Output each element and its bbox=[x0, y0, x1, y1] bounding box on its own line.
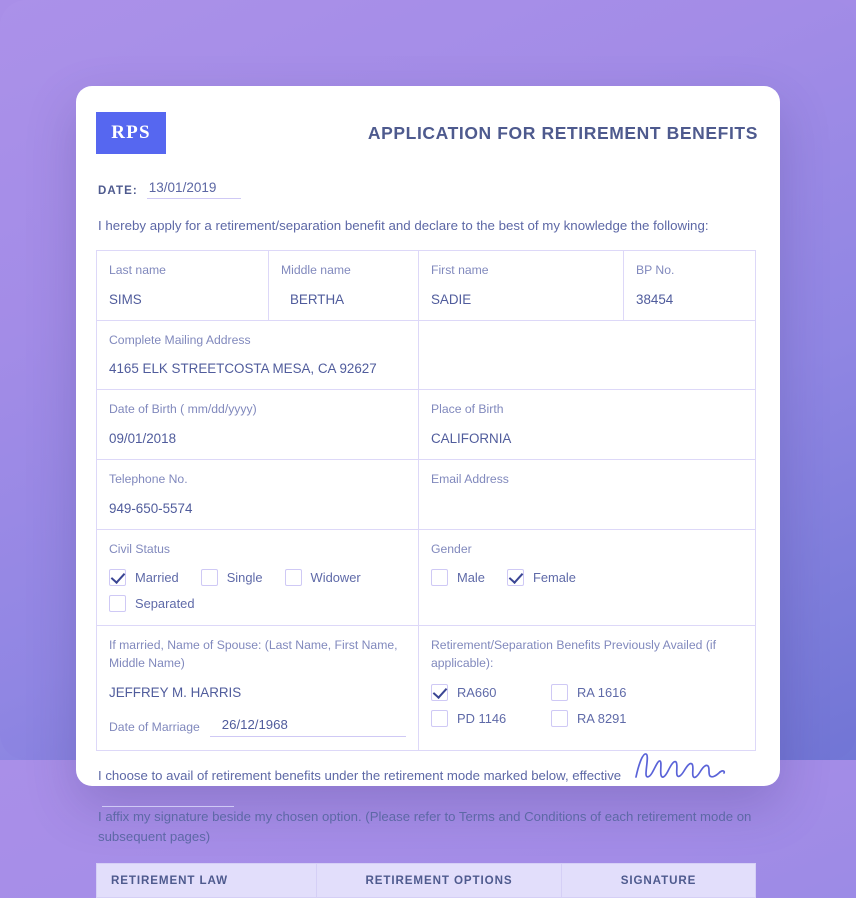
checkbox-label: RA 8291 bbox=[577, 710, 627, 726]
column-retirement-options: RETIREMENT OPTIONS bbox=[317, 863, 562, 897]
checkbox-icon[interactable] bbox=[109, 569, 126, 586]
spouse-value: JEFFREY M. HARRIS bbox=[109, 684, 242, 700]
page-title: APPLICATION FOR RETIREMENT BENEFITS bbox=[367, 122, 758, 143]
form-header bbox=[96, 86, 760, 154]
cell-bp-no[interactable] bbox=[624, 251, 756, 321]
checkbox-label: Married bbox=[135, 570, 179, 586]
cell-date-of-birth[interactable] bbox=[97, 390, 419, 460]
checkbox-label: RA660 bbox=[457, 684, 497, 700]
civil-status-label: Civil Status bbox=[109, 541, 170, 556]
cell-benefits-availed bbox=[419, 626, 756, 750]
first-name-value: SADIE bbox=[431, 291, 472, 307]
telephone-label: Telephone No. bbox=[109, 472, 188, 487]
place-of-birth-value: CALIFORNIA bbox=[431, 431, 512, 447]
email-label: Email Address bbox=[431, 472, 509, 487]
cell-mailing-address[interactable] bbox=[97, 320, 419, 390]
date-of-birth-value: 09/01/2018 bbox=[109, 431, 177, 447]
checkbox-icon[interactable] bbox=[431, 569, 448, 586]
cell-civil-status bbox=[97, 529, 419, 626]
table-row-address bbox=[97, 320, 756, 390]
first-name-label: First name bbox=[431, 263, 489, 277]
checkbox-ra660[interactable] bbox=[431, 684, 531, 701]
mailing-address-value: 4165 ELK STREETCOSTA MESA, CA 92627 bbox=[109, 361, 377, 377]
spouse-label: If married, Name of Spouse: (Last Name, First Name, Middle Name) bbox=[109, 638, 398, 671]
bp-no-label: BP No. bbox=[636, 263, 675, 277]
date-label: DATE: bbox=[98, 185, 138, 197]
declaration-block bbox=[96, 766, 756, 848]
checkbox-married[interactable] bbox=[109, 569, 179, 586]
checkbox-icon[interactable] bbox=[431, 710, 448, 727]
checkbox-label: RA 1616 bbox=[577, 684, 627, 700]
cell-gender bbox=[419, 529, 756, 626]
checkbox-single[interactable] bbox=[201, 569, 263, 586]
date-of-marriage-label: Date of Marriage bbox=[109, 719, 200, 734]
retirement-mode-table bbox=[96, 863, 756, 898]
checkbox-icon[interactable] bbox=[431, 684, 448, 701]
checkbox-icon[interactable] bbox=[109, 595, 126, 612]
benefits-label: Retirement/Separation Benefits Previously Availed (if applicable): bbox=[431, 638, 716, 671]
civil-status-options-row2 bbox=[109, 595, 406, 612]
intro-text: I hereby apply for a retirement/separation benefit and declare to the best of my knowledge the following: bbox=[98, 218, 709, 233]
applicant-info-table bbox=[96, 250, 756, 751]
cell-place-of-birth[interactable] bbox=[419, 390, 756, 460]
form-card bbox=[76, 86, 780, 887]
cell-address-blank bbox=[419, 320, 756, 390]
table-row-status bbox=[97, 529, 756, 626]
middle-name-label: Middle name bbox=[281, 263, 351, 277]
checkbox-label: Male bbox=[457, 570, 485, 586]
checkbox-icon[interactable] bbox=[285, 569, 302, 586]
gender-options bbox=[431, 569, 743, 586]
checkbox-label: PD 1146 bbox=[457, 710, 507, 726]
date-input[interactable]: 13/01/2019 bbox=[147, 180, 241, 199]
checkbox-label: Widower bbox=[310, 570, 361, 586]
checkbox-female[interactable] bbox=[507, 569, 576, 586]
column-signature: SIGNATURE bbox=[562, 863, 756, 897]
column-retirement-law: RETIREMENT LAW bbox=[97, 863, 317, 897]
telephone-value: 949-650-5574 bbox=[109, 500, 193, 516]
cell-middle-name[interactable] bbox=[269, 251, 419, 321]
date-of-marriage-input[interactable]: 26/12/1968 bbox=[210, 717, 406, 737]
checkbox-label: Separated bbox=[135, 596, 195, 612]
rps-logo: RPS bbox=[96, 112, 166, 154]
middle-name-value: BERTHA bbox=[290, 291, 345, 307]
checkbox-widower[interactable] bbox=[285, 569, 361, 586]
bp-no-value: 38454 bbox=[636, 291, 674, 307]
signature-icon bbox=[632, 747, 742, 785]
date-of-birth-label: Date of Birth ( mm/dd/yyyy) bbox=[109, 402, 257, 417]
checkbox-separated[interactable] bbox=[109, 595, 195, 612]
table-row-contact bbox=[97, 460, 756, 530]
cell-email[interactable] bbox=[419, 460, 756, 530]
table-row-spouse-benefits bbox=[97, 626, 756, 750]
checkbox-male[interactable] bbox=[431, 569, 485, 586]
benefits-options-row2 bbox=[431, 710, 743, 727]
cell-telephone[interactable] bbox=[97, 460, 419, 530]
mailing-address-label: Complete Mailing Address bbox=[109, 332, 251, 347]
declaration-line1: I choose to avail of retirement benefits under the retirement mode marked below, effective bbox=[98, 767, 622, 783]
effective-date-line[interactable] bbox=[102, 793, 234, 807]
checkbox-icon[interactable] bbox=[507, 569, 524, 586]
date-of-marriage-row bbox=[109, 717, 406, 737]
checkbox-icon[interactable] bbox=[551, 710, 568, 727]
email-value bbox=[431, 501, 743, 516]
table-row-birth bbox=[97, 390, 756, 460]
civil-status-options-row1 bbox=[109, 569, 406, 586]
checkbox-pd1146[interactable] bbox=[431, 710, 531, 727]
cell-last-name[interactable] bbox=[97, 251, 269, 321]
date-row bbox=[96, 180, 760, 199]
cell-first-name[interactable] bbox=[419, 251, 624, 321]
checkbox-label: Female bbox=[532, 570, 576, 586]
gender-label: Gender bbox=[431, 541, 472, 556]
checkbox-icon[interactable] bbox=[551, 684, 568, 701]
checkbox-icon[interactable] bbox=[201, 569, 218, 586]
cell-spouse bbox=[97, 626, 419, 750]
place-of-birth-label: Place of Birth bbox=[431, 402, 504, 417]
checkbox-ra8291[interactable] bbox=[551, 710, 626, 727]
declaration-line2: I affix my signature beside my chosen option. (Please refer to Terms and Conditions of each retirement mode on subsequent pages) bbox=[98, 808, 752, 845]
table-header-row bbox=[97, 863, 756, 897]
last-name-label: Last name bbox=[109, 263, 166, 277]
last-name-value: SIMS bbox=[109, 291, 142, 307]
table-row-names bbox=[97, 251, 756, 321]
benefits-options-row1 bbox=[431, 684, 743, 701]
checkbox-label: Single bbox=[226, 570, 263, 586]
checkbox-ra1616[interactable] bbox=[551, 684, 626, 701]
